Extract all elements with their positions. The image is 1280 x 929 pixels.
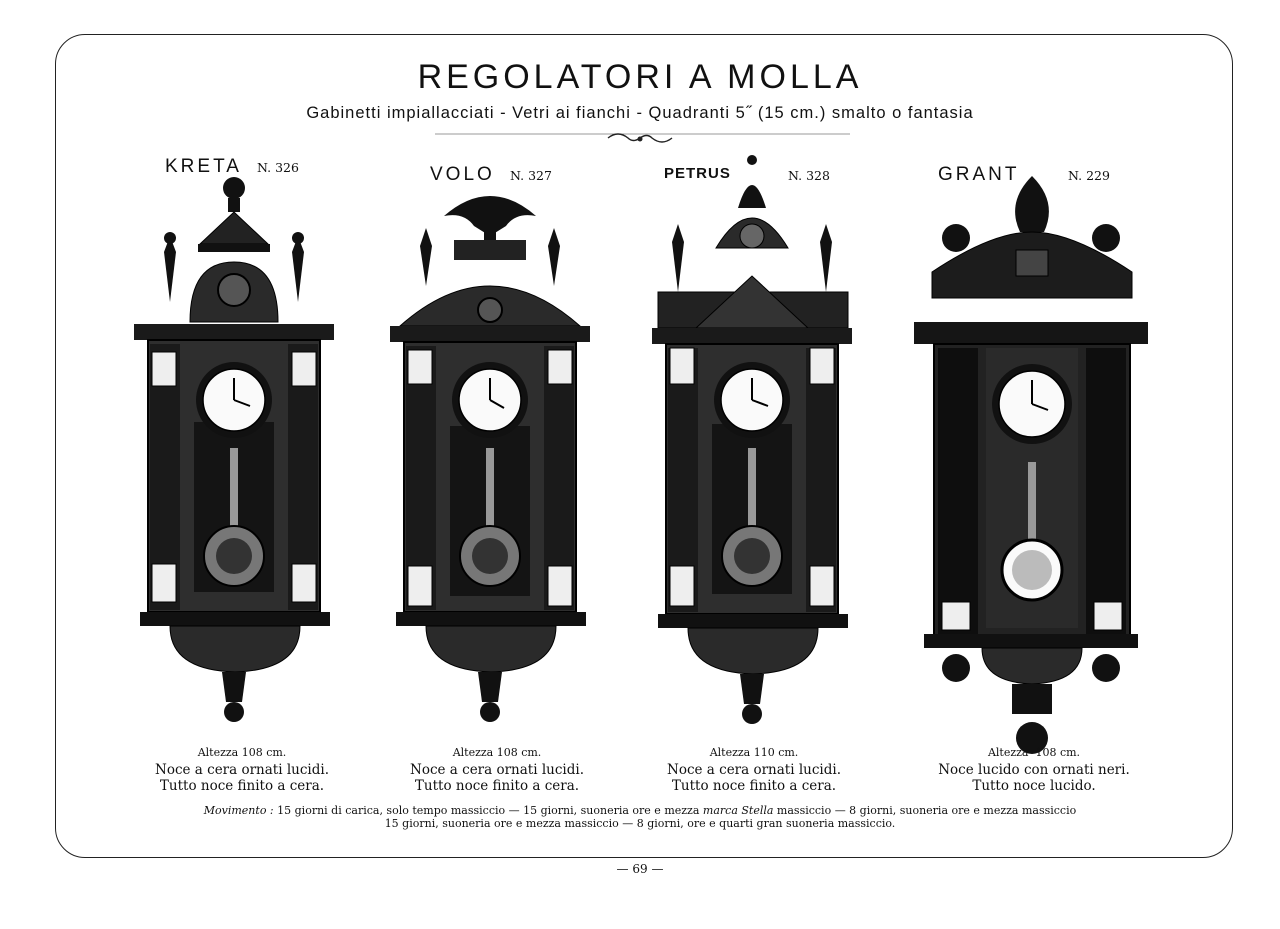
movement-description [80,804,1200,830]
page-number: — 69 — [616,862,664,876]
caption-petrus [634,746,874,794]
finish-line1-grant: Noce lucido con ornati neri. [938,762,1130,778]
finish-line1-volo: Noce a cera ornati lucidi. [410,762,584,778]
height-petrus: Altezza 110 cm. [709,746,799,759]
height-kreta: Altezza 108 cm. [197,746,287,759]
page-title: REGOLATORI A MOLLA [417,58,863,96]
movement-line2: 15 giorni, suoneria ore e mezza massiccio — 8 giorni, ore e quarti gran suoneria massiccio. [384,817,896,830]
clock-illustration-kreta [130,172,340,727]
movement-brand: marca Stella [702,804,774,817]
finish-line1-petrus: Noce a cera ornati lucidi. [667,762,841,778]
finish-line2-petrus: Tutto noce finito a cera. [671,778,837,794]
clock-name-petrus: PETRUS [664,165,731,182]
clock-number-grant: N. 229 [1068,168,1110,183]
caption-grant [914,746,1154,794]
ornamental-divider [0,128,1280,148]
clock-illustration-petrus [648,152,858,727]
caption-volo [377,746,617,794]
movement-part2: massiccio — 8 giorni, suoneria ore e mezza massiccio [773,804,1077,817]
clock-illustration-volo [386,186,596,726]
page-subtitle: Gabinetti impiallacciati - Vetri ai fianchi - Quadranti 5˝ (15 cm.) smalto o fantasia [306,104,974,122]
height-volo: Altezza 108 cm. [452,746,542,759]
finish-line2-grant: Tutto noce lucido. [972,778,1096,794]
clock-number-petrus: N. 328 [788,168,830,183]
movement-label: Movimento : [203,804,274,817]
movement-line1 [80,804,1200,817]
height-grant: Altezza 108 cm. [987,746,1081,759]
movement-part1: 15 giorni di carica, solo tempo massiccio — 15 giorni, suoneria ore e mezza [273,804,703,817]
clock-number-kreta: N. 326 [257,160,299,175]
clock-illustration-grant [912,172,1152,758]
finish-line2-kreta: Tutto noce finito a cera. [159,778,325,794]
clock-name-volo: VOLO [430,164,495,185]
clock-number-volo: N. 327 [510,168,552,183]
finish-line2-volo: Tutto noce finito a cera. [414,778,580,794]
clock-name-grant: GRANT [938,164,1020,185]
caption-kreta [122,746,362,794]
clock-name-kreta: KRETA [165,156,242,177]
finish-line1-kreta: Noce a cera ornati lucidi. [155,762,329,778]
